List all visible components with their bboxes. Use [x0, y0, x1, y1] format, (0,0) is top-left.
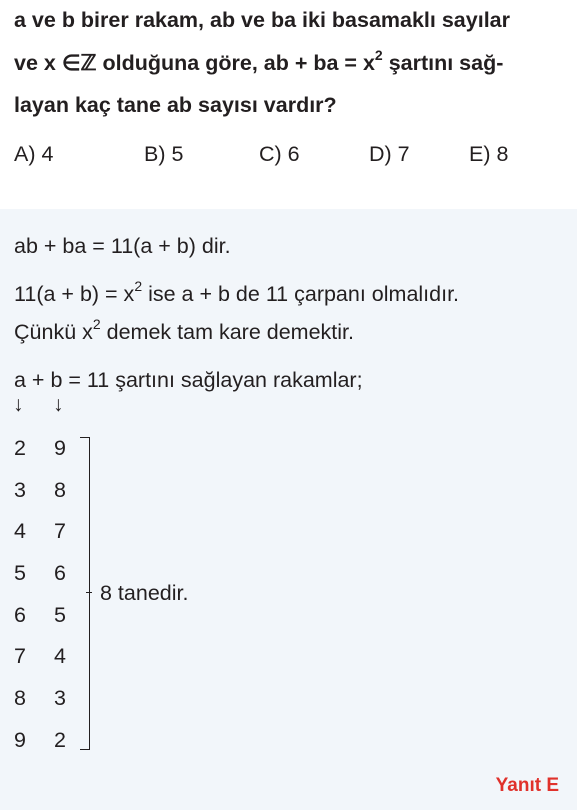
digit-b: 5	[54, 603, 66, 627]
digit-b: 8	[54, 478, 66, 502]
digit-a: 7	[14, 644, 26, 668]
question-line-3: layan kaç tane ab sayısı vardır?	[14, 93, 337, 117]
choice-e[interactable]: E) 8	[469, 142, 509, 166]
digit-b: 2	[54, 728, 66, 752]
digit-a: 9	[14, 728, 26, 752]
digit-b: 9	[54, 436, 66, 460]
digit-b: 4	[54, 644, 66, 668]
choice-d[interactable]: D) 7	[369, 142, 410, 166]
solution-line-3	[14, 315, 354, 345]
brace-tip	[86, 592, 92, 593]
solution-line-2-start: 11(a + b) = x	[14, 282, 135, 306]
choice-a[interactable]: A) 4	[14, 142, 54, 166]
question-line-2	[14, 46, 504, 76]
exponent: 2	[374, 46, 383, 63]
brace-bottom-cap	[80, 749, 89, 750]
exponent: 2	[134, 277, 143, 294]
digit-a: 5	[14, 561, 26, 585]
digit-b: 3	[54, 686, 66, 710]
question-line-2-end: şartını sağ-	[382, 51, 504, 75]
brace	[80, 437, 90, 750]
answer-label: Yanıt E	[495, 775, 559, 796]
solution-line-2-end: ise a + b de 11 çarpanı olmalıdır.	[142, 282, 460, 306]
digit-a: 4	[14, 519, 26, 543]
solution-line-2	[14, 277, 460, 307]
exponent: 2	[92, 315, 101, 332]
count-note: 8 tanedir.	[100, 581, 189, 605]
solution-line-4: a + b = 11 şartını sağlayan rakamlar;	[14, 368, 363, 392]
brace-top-cap	[80, 437, 89, 438]
digit-b: 7	[54, 519, 66, 543]
solution-line-3-end: demek tam kare demektir.	[100, 320, 354, 344]
solution-line-3-start: Çünkü x	[14, 320, 93, 344]
question-line-2-start: ve x ∈ℤ olduğuna göre, ab + ba = x	[14, 51, 375, 75]
digit-a: 6	[14, 603, 26, 627]
digit-a: 3	[14, 478, 26, 502]
digit-a: 8	[14, 686, 26, 710]
arrow-down-icon: ↓	[13, 393, 24, 416]
solution-line-1: ab + ba = 11(a + b) dir.	[14, 234, 231, 258]
digit-a: 2	[14, 436, 26, 460]
question-line-1: a ve b birer rakam, ab ve ba iki basamaklı sayılar	[14, 8, 510, 32]
choice-b[interactable]: B) 5	[144, 142, 184, 166]
choice-c[interactable]: C) 6	[259, 142, 300, 166]
digit-b: 6	[54, 561, 66, 585]
arrow-down-icon: ↓	[53, 393, 64, 416]
solution-panel	[0, 209, 577, 810]
